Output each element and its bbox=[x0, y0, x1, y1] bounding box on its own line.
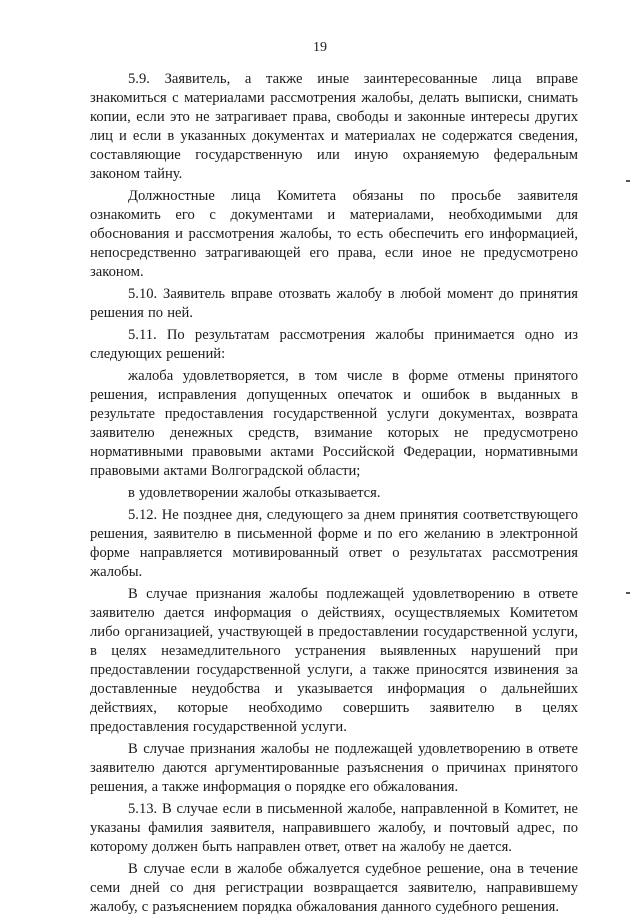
paragraph-committee-obligations: Должностные лица Комитета обязаны по просьбе заявителя ознакомить его с документами и материалами, необходимыми для обоснования и рассмотрения жалобы, то есть обеспечить его информацией, непосредственно затрагивающей его права, если иное не предусмотрено законом. bbox=[90, 188, 578, 280]
paragraph-5-10: 5.10. Заявитель вправе отозвать жалобу в любой момент до принятия решения по ней. bbox=[90, 286, 578, 321]
paragraph-5-13: 5.13. В случае если в письменной жалобе, направленной в Комитет, не указаны фамилия заявителя, направившего жалобу, и почтовый адрес, по которому должен быть направлен ответ, ответ на жалобу не дается. bbox=[90, 801, 578, 855]
scan-mark bbox=[626, 180, 630, 182]
paragraph-5-11: 5.11. По результатам рассмотрения жалобы принимается одно из следующих решений: bbox=[90, 327, 578, 362]
scan-mark bbox=[626, 592, 630, 594]
document-body bbox=[90, 70, 578, 920]
paragraph-satisfied-response: В случае признания жалобы подлежащей удовлетворению в ответе заявителю дается информация о действиях, осуществляемых Комитетом либо организацией, участвующей в предоставлении государственной услуги, в целях незамедлительного устранения выявленных нарушений при предоставлении государственной услуги, а также приносятся извинения за доставленные неудобства и указывается информация о дальнейших действиях, которые необходимо совершить заявителю в целях предоставления государственной услуги. bbox=[90, 586, 578, 735]
paragraph-complaint-satisfied: жалоба удовлетворяется, в том числе в форме отмены принятого решения, исправления допущенных опечаток и ошибок в выданных в результате предоставления государственной услуги документах, возврата заявителю денежных средств, взимание которых не предусмотрено нормативными правовыми актами Российской Федерации, нормативными правовыми актами Волгоградской области; bbox=[90, 368, 578, 479]
paragraph-court-decision: В случае если в жалобе обжалуется судебное решение, она в течение семи дней со дня регистрации возвращается заявителю, направившему жалобу, с разъяснением порядка обжалования данного судебного решения. bbox=[90, 861, 578, 915]
page-number: 19 bbox=[313, 40, 327, 55]
paragraph-5-12: 5.12. Не позднее дня, следующего за днем принятия соответствующего решения, заявителю в письменной форме и по его желанию в электронной форме направляется мотивированный ответ о результатах рассмотрения жалобы. bbox=[90, 507, 578, 580]
paragraph-complaint-rejected: в удовлетворении жалобы отказывается. bbox=[128, 485, 381, 501]
paragraph-rejected-response: В случае признания жалобы не подлежащей удовлетворению в ответе заявителю даются аргументированные разъяснения о причинах принятого решения, а также информация о порядке его обжалования. bbox=[90, 741, 578, 795]
paragraph-5-9: 5.9. Заявитель, а также иные заинтересованные лица вправе знакомиться с материалами рассмотрения жалобы, делать выписки, снимать копии, если это не затрагивает права, свободы и законные интересы других лиц и если в указанных документах и материалах не содержатся сведения, составляющие государственную или иную охраняемую федеральным законом тайну. bbox=[90, 71, 578, 182]
